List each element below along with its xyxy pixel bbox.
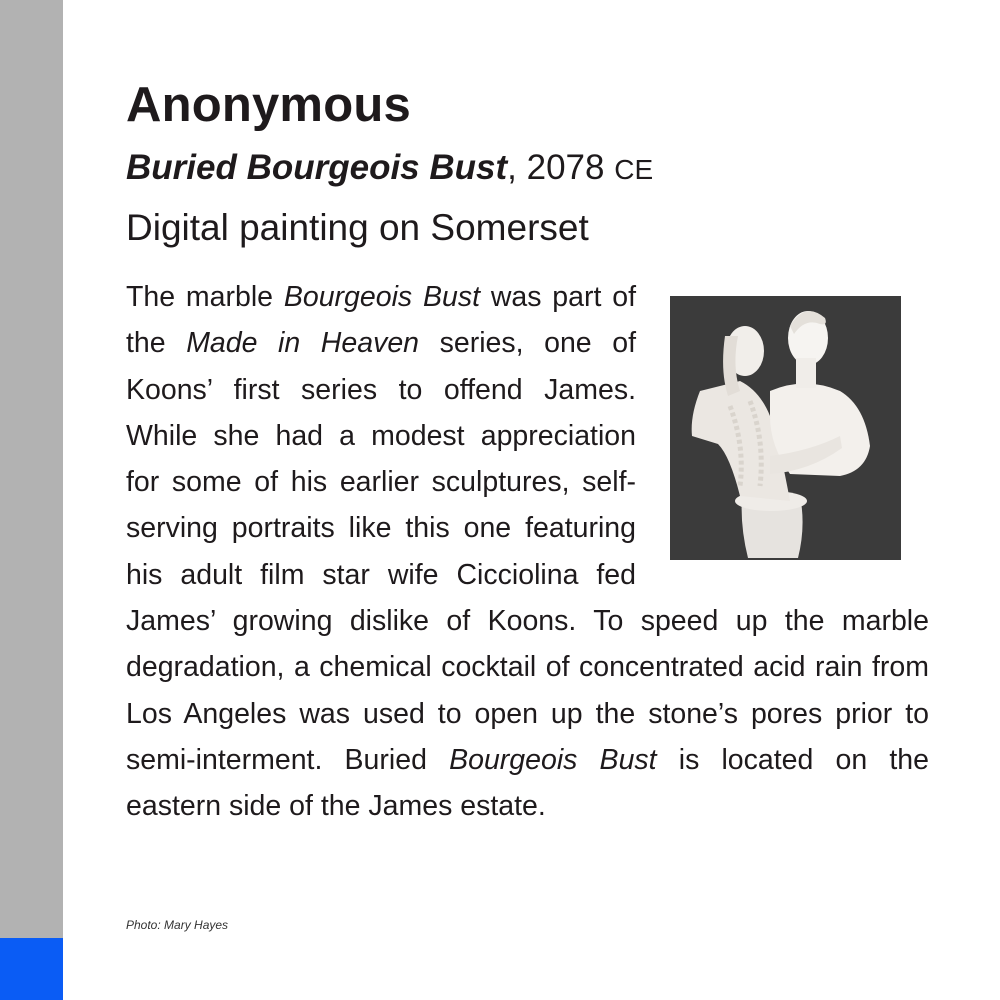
description-part: is located on the eastern side of the James estate. — [126, 743, 929, 823]
artist-name: Anonymous — [126, 78, 411, 132]
title-line — [126, 140, 929, 198]
description-italic-part: Bourgeois Bust — [283, 281, 481, 313]
description-part: was part of the — [126, 281, 636, 360]
side-bar — [0, 0, 63, 1000]
work-title: Buried Bourgeois Bust — [126, 148, 508, 187]
description-italic-part: Made in Heaven — [186, 327, 420, 360]
label-content — [126, 70, 929, 830]
work-era: CE — [614, 154, 654, 185]
description-part: The marble — [126, 281, 284, 313]
description-part: series, one of Koons’ first series to offend James. While she had a modest appreciation for some of his earlier sculptures, self-serving portraits like this one featuring his adult film star wife Cicciolina fed James’ growing dislike of Koons. To speed up the marble degradation, a chemical cocktail of concentrated acid rain from Los Angeles was used to open up the stone’s pores prior to semi-interment. Buried — [126, 327, 929, 776]
work-date: 2078 — [526, 148, 605, 187]
description-italic-part: Bourgeois Bust — [449, 743, 657, 776]
title-separator: , — [507, 148, 517, 187]
bust-sculpture-image — [670, 296, 901, 560]
photo-credit: Photo: Mary Hayes — [126, 918, 229, 932]
artwork-image — [670, 296, 901, 560]
side-accent-block — [0, 938, 63, 1000]
medium: Digital painting on Somerset — [126, 207, 589, 248]
